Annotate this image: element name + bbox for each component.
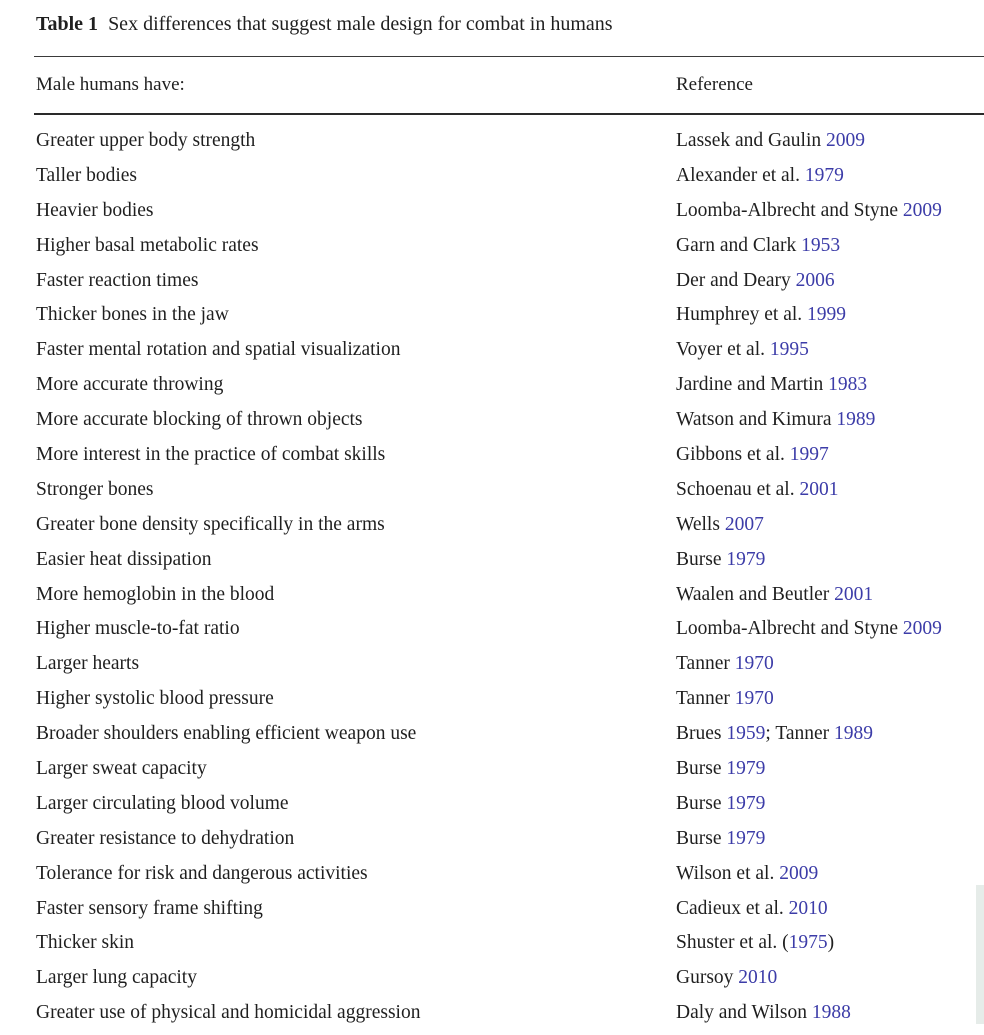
reference-authors: Schoenau et al. xyxy=(676,478,800,500)
reference-authors-second: ; Tanner xyxy=(765,723,835,745)
reference-cell xyxy=(676,163,844,189)
reference-authors: Watson and Kimura xyxy=(676,409,837,431)
reference-cell xyxy=(676,477,838,503)
reference-year-link[interactable]: 1983 xyxy=(828,374,868,396)
trait-cell: Thicker bones in the jaw xyxy=(36,304,229,326)
reference-year-link[interactable]: 1970 xyxy=(734,653,774,675)
trait-cell: Broader shoulders enabling efficient weapon use xyxy=(36,723,417,745)
column-header-reference: Reference xyxy=(676,74,753,95)
reference-cell xyxy=(676,651,774,677)
trait-cell: Faster mental rotation and spatial visualization xyxy=(36,339,401,361)
reference-year-link[interactable]: 2001 xyxy=(834,583,874,605)
table-row xyxy=(0,128,984,163)
reference-year-link[interactable]: 2006 xyxy=(795,269,835,291)
reference-authors: Burse xyxy=(676,758,727,780)
trait-cell: Easier heat dissipation xyxy=(36,548,212,570)
trait-cell: More interest in the practice of combat skills xyxy=(36,444,386,466)
table-row xyxy=(0,965,984,1000)
table-row xyxy=(0,756,984,791)
table-row xyxy=(0,791,984,826)
trait-cell: Larger circulating blood volume xyxy=(36,792,289,814)
trait-cell: Higher systolic blood pressure xyxy=(36,688,274,710)
reference-authors: Waalen and Beutler xyxy=(676,583,835,605)
reference-authors: Garn and Clark xyxy=(676,234,802,256)
trait-cell: More accurate blocking of thrown objects xyxy=(36,409,363,431)
reference-cell xyxy=(676,233,840,259)
reference-year-link[interactable]: 2010 xyxy=(738,967,778,989)
table-row xyxy=(0,686,984,721)
reference-year-link-second[interactable]: 1989 xyxy=(834,723,874,745)
reference-cell xyxy=(676,826,765,852)
reference-year-link[interactable]: 1975 xyxy=(788,932,828,954)
reference-year-link[interactable]: 2009 xyxy=(779,862,819,884)
table-row xyxy=(0,442,984,477)
table-row xyxy=(0,1000,984,1035)
reference-cell xyxy=(676,616,942,642)
reference-cell xyxy=(676,896,828,922)
table-row xyxy=(0,163,984,198)
reference-cell xyxy=(676,861,818,887)
trait-cell: Greater use of physical and homicidal aggression xyxy=(36,1002,421,1024)
table-row xyxy=(0,930,984,965)
reference-cell xyxy=(676,512,764,538)
reference-cell xyxy=(676,547,765,573)
reference-year-link[interactable]: 1970 xyxy=(734,688,774,710)
reference-year-link[interactable]: 2009 xyxy=(902,199,942,221)
reference-year-link[interactable]: 1997 xyxy=(789,444,829,466)
reference-cell xyxy=(676,128,865,154)
trait-cell: Thicker skin xyxy=(36,932,135,954)
reference-year-link[interactable]: 2009 xyxy=(826,130,866,151)
trait-cell: Larger hearts xyxy=(36,653,140,675)
trait-cell: Stronger bones xyxy=(36,478,154,500)
reference-cell xyxy=(676,930,834,956)
reference-authors: Gursoy xyxy=(676,967,739,989)
trait-cell: More hemoglobin in the blood xyxy=(36,583,275,605)
reference-authors: Loomba-Albrecht and Styne xyxy=(676,618,903,640)
reference-cell xyxy=(676,302,846,328)
reference-cell xyxy=(676,965,777,991)
reference-cell xyxy=(676,442,829,468)
trait-cell: Higher muscle-to-fat ratio xyxy=(36,618,240,640)
table-row xyxy=(0,302,984,337)
reference-cell xyxy=(676,791,765,817)
trait-cell: Greater bone density specifically in the arms xyxy=(36,513,385,535)
reference-authors: Tanner xyxy=(676,688,735,710)
reference-authors: Der and Deary xyxy=(676,269,796,291)
trait-cell: Larger sweat capacity xyxy=(36,758,207,780)
table-row xyxy=(0,651,984,686)
reference-authors: Brues xyxy=(676,723,727,745)
table-row xyxy=(0,896,984,931)
reference-year-link[interactable]: 1959 xyxy=(726,723,766,745)
table-row xyxy=(0,616,984,651)
reference-authors: Burse xyxy=(676,827,727,849)
reference-year-link[interactable]: 1979 xyxy=(726,548,766,570)
reference-year-link[interactable]: 2001 xyxy=(799,478,839,500)
reference-authors: Shuster et al. ( xyxy=(676,932,789,954)
table-caption-text: Sex differences that suggest male design for combat in humans xyxy=(108,13,613,35)
reference-cell xyxy=(676,407,875,433)
reference-cell xyxy=(676,198,942,224)
reference-cell xyxy=(676,337,809,363)
reference-suffix: ) xyxy=(827,932,835,954)
table-row xyxy=(0,477,984,512)
table-caption-label: Table 1 xyxy=(36,13,99,35)
reference-cell xyxy=(676,1000,851,1026)
table-row xyxy=(0,372,984,407)
reference-year-link[interactable]: 1979 xyxy=(804,164,844,186)
reference-year-link[interactable]: 1999 xyxy=(807,304,847,326)
reference-year-link[interactable]: 2009 xyxy=(902,618,942,640)
reference-authors: Gibbons et al. xyxy=(676,444,790,466)
reference-cell xyxy=(676,268,835,294)
reference-cell xyxy=(676,721,873,747)
reference-authors: Burse xyxy=(676,792,727,814)
table-caption xyxy=(36,12,613,36)
reference-year-link[interactable]: 2010 xyxy=(788,897,828,919)
reference-year-link[interactable]: 1979 xyxy=(726,758,766,780)
table-row xyxy=(0,233,984,268)
reference-authors: Jardine and Martin xyxy=(676,374,829,396)
table-row xyxy=(0,512,984,547)
table-row xyxy=(0,582,984,617)
trait-cell: Tolerance for risk and dangerous activities xyxy=(36,862,368,884)
table-header-rule xyxy=(34,113,984,115)
reference-year-link[interactable]: 1979 xyxy=(726,792,766,814)
reference-authors: Wells xyxy=(676,513,725,535)
reference-year-link[interactable]: 1995 xyxy=(769,339,809,361)
table-top-rule xyxy=(34,56,984,57)
trait-cell: Greater upper body strength xyxy=(36,130,256,151)
reference-cell xyxy=(676,372,867,398)
reference-authors: Wilson et al. xyxy=(676,862,780,884)
trait-cell: Taller bodies xyxy=(36,164,137,186)
table-row xyxy=(0,268,984,303)
reference-authors: Voyer et al. xyxy=(676,339,770,361)
trait-cell: Heavier bodies xyxy=(36,199,154,221)
table-row xyxy=(0,547,984,582)
table-row xyxy=(0,198,984,233)
reference-cell xyxy=(676,582,873,608)
reference-authors: Lassek and Gaulin xyxy=(676,130,827,151)
trait-cell: Greater resistance to dehydration xyxy=(36,827,295,849)
reference-authors: Burse xyxy=(676,548,727,570)
reference-authors: Loomba-Albrecht and Styne xyxy=(676,199,903,221)
page-edge-shadow xyxy=(976,885,984,1024)
table-row xyxy=(0,337,984,372)
trait-cell: Faster sensory frame shifting xyxy=(36,897,263,919)
trait-cell: More accurate throwing xyxy=(36,374,224,396)
table-row xyxy=(0,407,984,442)
reference-authors: Daly and Wilson xyxy=(676,1002,812,1024)
reference-cell xyxy=(676,686,774,712)
reference-year-link[interactable]: 1953 xyxy=(801,234,841,256)
reference-year-link[interactable]: 1988 xyxy=(811,1002,851,1024)
table-row xyxy=(0,861,984,896)
table-row xyxy=(0,721,984,756)
reference-year-link[interactable]: 2007 xyxy=(724,513,764,535)
trait-cell: Larger lung capacity xyxy=(36,967,197,989)
reference-authors: Alexander et al. xyxy=(676,164,805,186)
reference-cell xyxy=(676,756,765,782)
table-row xyxy=(0,826,984,861)
reference-authors: Humphrey et al. xyxy=(676,304,808,326)
reference-year-link[interactable]: 1979 xyxy=(726,827,766,849)
reference-authors: Tanner xyxy=(676,653,735,675)
column-header-trait: Male humans have: xyxy=(36,74,185,95)
table-body xyxy=(0,128,984,1035)
trait-cell: Higher basal metabolic rates xyxy=(36,234,259,256)
trait-cell: Faster reaction times xyxy=(36,269,199,291)
reference-year-link[interactable]: 1989 xyxy=(836,409,876,431)
reference-authors: Cadieux et al. xyxy=(676,897,789,919)
